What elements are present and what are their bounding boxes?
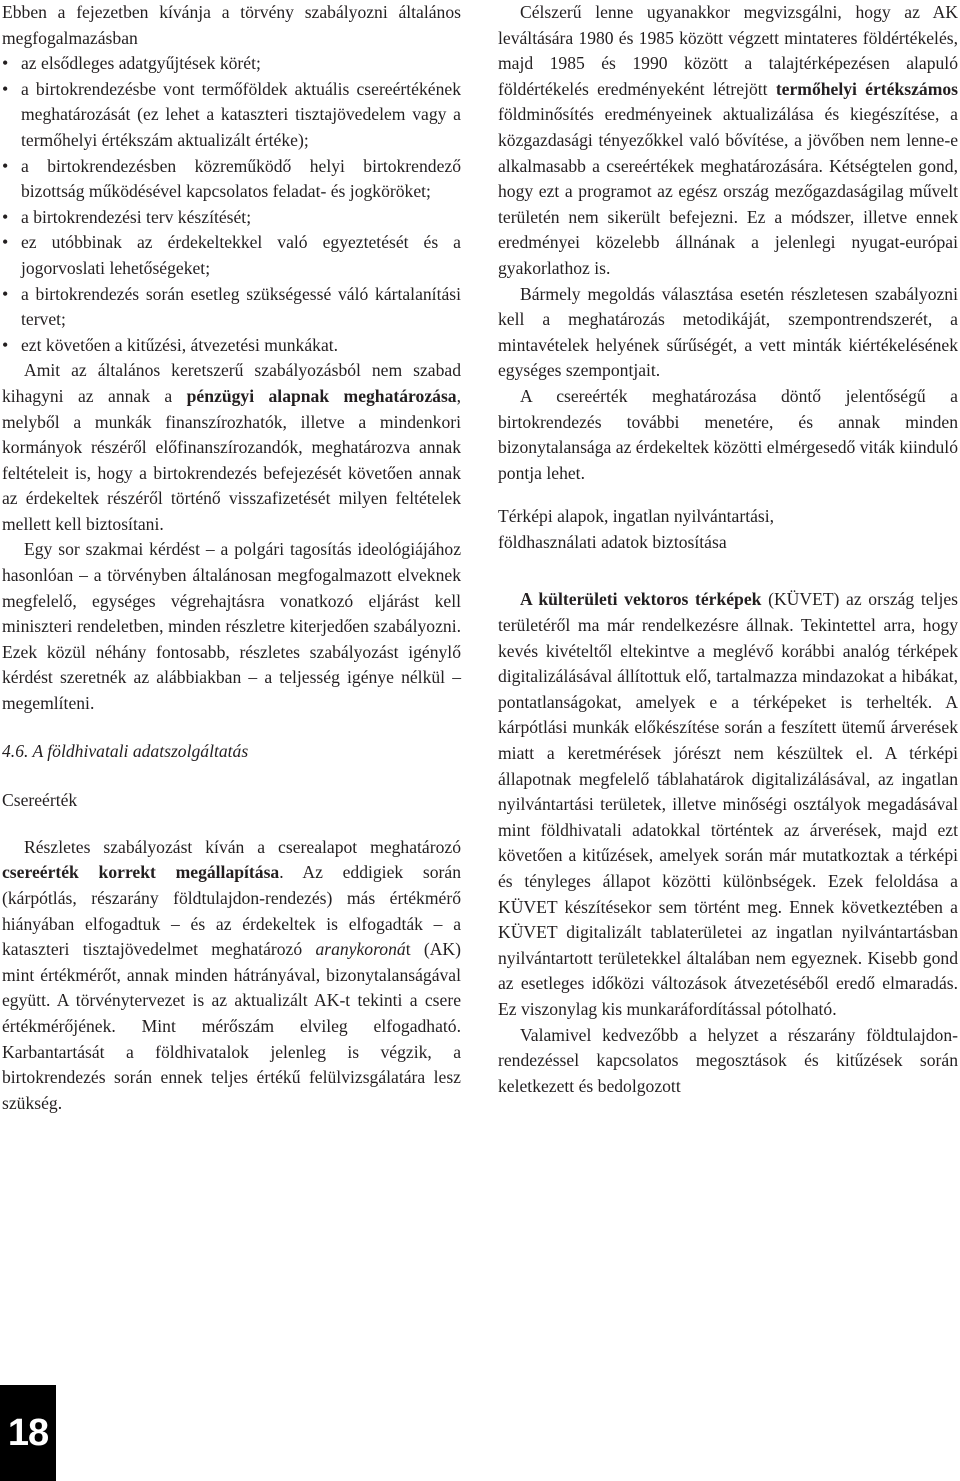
- list-item: • ezt követően a kitűzési, átvezetési munkákat.: [2, 333, 461, 359]
- bold-text: csereérték korrekt megállapítása: [2, 862, 280, 883]
- paragraph-land-evaluation: [498, 0, 958, 282]
- list-item: • a birtokrendezés során esetleg szükségessé váló kártalanítási tervet;: [2, 282, 461, 333]
- list-item: • az elsődleges adatgyűjtések körét;: [2, 51, 461, 77]
- paragraph-significance: A csereérték meghatározása döntő jelentőségű a birtokrendezés további menetére, és annak minden bizonytalansága az érdekeltek közötti elmérgesedő viták kiinduló pontja lehet.: [498, 385, 958, 483]
- bullet-list: [2, 51, 461, 358]
- paragraph-exchange-value: [2, 835, 461, 1117]
- text-run: Részletes szabályozást kíván a cserealapot meghatározó: [24, 836, 461, 857]
- list-item: • a birtokrendezésben közreműködő helyi birtokrendező bizottság működésével kapcsolatos feladat- és jogköröket;: [2, 154, 461, 205]
- bold-text: A külterületi vektoros térképek: [520, 589, 762, 610]
- subheading-map-data: [498, 504, 958, 555]
- page-number: 18: [7, 1411, 49, 1454]
- paragraph-kuvet: [498, 587, 958, 1022]
- page-number-tab: [0, 1385, 56, 1481]
- text-run: t (AK) mint értékmérőt, annak minden hátrányával, bizonytalanságával együtt. A törvénytervezet is az aktualizált AK-t tekinti a csere értékmérőjének. Mint mérőszám elvileg elfogadható. Karbantartását a földhivatalok jelenleg is végzik, a birtokrendezés során ennek teljes értékű felülvizsgálatára lesz szükség.: [2, 939, 461, 1113]
- text-run: földminősítés eredményeinek aktualizálása és kiegészítése, a közgazdasági tényezőkkel való bővítése, a jövőben nem lenne-e alkalmasabb a csereértékek meghatározására. Kétségtelen gond, hogy ezt a programot az egész ország mezőgazdaságilag művelt területén nem sikerült befejezni. Ez a módszer, illetve ennek eredményei közelebb állnának a jelenlegi nyugat-európai gyakorlathoz is.: [498, 104, 958, 278]
- italic-text: aranykoroná: [315, 939, 406, 960]
- right-column: [498, 0, 958, 1099]
- paragraph-financial-base: [2, 358, 461, 537]
- paragraph-regulation: Egy sor szakmai kérdést – a polgári tagosítás ideológiájához hasonlóan – a törvényben általánosan megfogalmazott elveknek megfelelő, egységes végrehajtásra vonatkozó eljárást kell miniszteri rendeletben, minden részletre kiterjedően szabályozni. Ezek közül néhány fontosabb, részletes szabályozást igénylő kérdést szeretnék az alábbiakban – a teljesség igénye nélkül – megemlíteni.: [2, 539, 461, 714]
- section-heading: 4.6. A földhivatali adatszolgáltatás: [2, 740, 249, 761]
- left-column: [2, 0, 461, 1116]
- text-run: . Az eddigiek során (kárpótlás, részarány földtulajdon-rendezés) más értékmérő hiányában elfogadtuk – és az érdekeltek is elfogadták – a kataszteri tisztajövedelmet meghatározó: [2, 862, 462, 960]
- text-run: Amit az általános keretszerű szabályozásból nem szabad kihagyni az annak a: [2, 360, 461, 406]
- paragraph-methodology: Bármely megoldás választása esetén részletesen szabályozni kell a meghatározás metodikáját, szempontrendszerét, a mintavételek helyének sűrűségét, a vett minták kiértékelésének egységes szempontjait.: [498, 283, 958, 381]
- bold-text: pénzügyi alapnak meghatározása: [186, 385, 457, 406]
- bold-text: termőhelyi értékszámos: [775, 78, 958, 99]
- list-item: • a birtokrendezésbe vont termőföldek aktuális csereértékének meghatározását (ez lehet a kataszteri tisztajövedelem vagy a termőhelyi értékszám aktualizált értéke);: [2, 77, 461, 154]
- list-item: • ez utóbbinak az érdekeltekkel való egyeztetését és a jogorvoslati lehetőségeket;: [2, 230, 461, 281]
- text-run: , melyből a munkák finanszírozhatók, illetve a mindenkori kormányok részéről előfinanszírozandók, meghatározva annak feltételeit is, hogy a birtokrendezés befejezését követően annak az érdekeltek részéről történő visszafizetését milyen feltételek mellett kell biztosítani.: [2, 385, 461, 534]
- paragraph-partial-ownership: Valamivel kedvezőbb a helyzet a részarány földtulajdon-rendezéssel kapcsolatos megosztások és kitűzések során keletkezett és bedolgozott: [498, 1024, 958, 1096]
- subheading-line: Térképi alapok, ingatlan nyilvántartási,: [498, 506, 775, 527]
- text-run: (KÜVET) az ország teljes területéről ma már rendelkezésre állnak. Tekintettel arra, hogy kevés kivételtől eltekintve a meglévő korábbi analóg térképek digitalizálásával állítottuk elő, tartalmazza mindazokat a hibákat, pontatlanságokat, amelyek e a térképeket is terhelték. A kárpótlási munkák előkészítése során a feszített ütemű árverések miatt a keretmérések jórészt nem készültek el. A térképi állapotnak megfelelő táblahatárok digitalizálásával, az ingatlan nyilvántartási területek, illetve minőségi osztályok megadásával mint földhivatali adatokkal történtek az árverések, majd ezt követően a kitűzések, amelyek során már mutatkoztak a térképi és tényleges állapot közötti különbségek. Ezek feloldása a KÜVET készítésekor sem történt meg. Ennek következtében a KÜVET digitalizált tablaterületei az ingatlan nyilvántartásban nyilvántartott területekkel általában nem egyeznek. Kisebb gond az esetleges időközi változások átvezetéséből eredő elmaradás. Ez viszonylag kis munkaráfordítással pótolható.: [498, 589, 958, 1019]
- intro-paragraph: Ebben a fejezetben kívánja a törvény szabályozni általános megfogalmazásban: [2, 2, 461, 48]
- subheading-line: földhasználati adatok biztosítása: [498, 531, 727, 552]
- subheading-csereertek: Csereérték: [2, 790, 78, 811]
- text-run: Célszerű lenne ugyanakkor megvizsgálni, hogy az AK leváltására 1980 és 1985 között végzett mintateres földértékelés, majd 1985 és 1990 között a talajtérképezésen alapuló földértékelés eredményeként létrejött: [498, 2, 958, 99]
- list-item: • a birtokrendezési terv készítését;: [2, 205, 461, 231]
